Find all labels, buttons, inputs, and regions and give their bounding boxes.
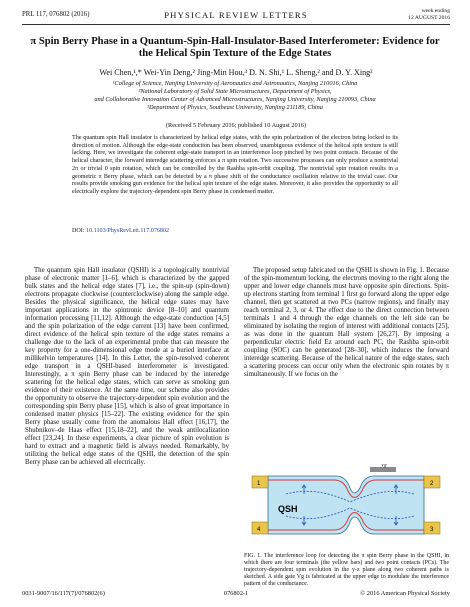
figure-1-interferometer — [246, 464, 446, 546]
header-rule — [22, 24, 450, 25]
received-dates: (Received 5 February 2016; published 10 August 2016) — [165, 122, 307, 129]
copyright: © 2016 American Physical Society — [360, 590, 450, 597]
journal-name: PHYSICAL REVIEW LETTERS — [164, 10, 308, 20]
gate-label: Vg — [381, 464, 387, 469]
abstract: The quantum spin Hall insulator is characterized by helical edge states, with the spin polarization of the electron being locked to its direction of motion. Although the edge-state conduction has been observed, unambiguous evidence of the helical spin texture is still lacking. Here, we investigate the coherent edge-state transport in an interference loop pinched by two point contacts. Because of the helical character, the forward interedge scattering enforces a π spin rotation. Two successive processes can only produce a nontrivial 2π or trivial 0 spin rotation, which can be controlled by the Rashba spin-orbit coupling. The nontrivial spin rotation results in a geometric π Berry phase, which can be detected by a π phase shift of the conductance oscillation relative to the trivial case. Our results provide smoking gun evidence for the helical spin texture of the edge states. Moreover, it also provides the opportunity to all electrically explore the trajectory-dependent spin Berry phase in condensed matter. — [72, 135, 398, 196]
figure-1-caption: FIG. 1. The interference loop for detecting the π spin Berry phase in the QSHI, in which there are four terminals (the yellow bars) and two point contacts (PCs). The trajectory-dependent spin evolution in the y-z plane along two coherent paths is sketched. A side gate Vg is fabricated at the upper edge to modulate the interference pattern of the conductance. — [244, 553, 449, 587]
issn-code: 0031-9007/16/117(7)/076802(6) — [22, 590, 105, 597]
terminal-4-label: 4 — [257, 527, 261, 533]
article-title: π Spin Berry Phase in a Quantum-Spin-Hall-Insulator-Based Interferometer: Evidence for the Helical Spin Texture of the Edge States — [30, 36, 440, 60]
body-column-left: The quantum spin Hall insulator (QSHI) is a topologically nontrivial phase of electronic matter [1–6], which is characterized by the gapped bulk states and the helical edge states [7], i.e., the spin-up (spin-down) electrons propagate clockwise (counterclockwise) along the sample edge. Besides the physical significance, the helical edge states may have important applications in the spintronic device [8–10] and quantum information processing [11,12]. Although the edge-state conduction [4,5] and the spin polarization of the edge current [13] have been confirmed, direct evidence of the helical spin texture of the edge states remains a challenge due to the lack of an experimental probe that can measure the key property for a one-dimensional edge mode at a buried interface at millikelvin temperatures [14]. In this Letter, the spin-resolved coherent edge transport in a QSHI-based interferometer is investigated. Interestingly, a π spin Berry phase can be induced by the interedge scattering for the helical edge states, which can serve as smoking gun evidence of their existence. At the same time, our scheme also provides the opportunity to observe the trajectory-dependent spin evolution and the corresponding spin Berry phase [15], which is also of great importance in condensed matter physics [15–22]. The existing evidence for the spin Berry phase usually come from the anomalous Hall effect [16,17], the Shubnikov–de Haas effect [15,18–22], and the weak antilocalization effect [23,24]. In these experiments, a clear picture of spin evolution is hard to extract and a magnetic field is always needed. Remarkably, by utilizing the helical edge states of the QSHI, the detection of the spin Berry phase can be achieved all electrically. — [25, 267, 229, 467]
running-header — [22, 5, 450, 25]
doi-line — [72, 228, 169, 234]
terminal-1-label: 1 — [257, 481, 261, 487]
page-number: 076802-1 — [223, 590, 249, 597]
issue-date — [408, 8, 450, 21]
doi-label: DOI: — [72, 228, 85, 234]
author-list: Wei Chen,¹,* Wei-Yin Deng,² Jing-Min Hou,³ D. N. Shi,¹ L. Sheng,² and D. Y. Xing² — [99, 68, 373, 77]
terminal-2-label: 2 — [430, 481, 434, 487]
issue-date-value: 12 AUGUST 2016 — [408, 14, 450, 21]
week-ending-label: week ending — [421, 8, 450, 14]
affiliation-3: ³Department of Physics, Southeast University, Nanjing 211189, China — [147, 104, 323, 111]
affiliation-2: ²National Laboratory of Solid State Microstructures, Department of Physics, — [138, 88, 332, 95]
terminal-3-label: 3 — [430, 527, 434, 533]
body-column-right: The proposed setup fabricated on the QSHI is shown in Fig. 1. Because of the spin-momentum locking, the electrons moving to the right along the upper and lower edge channels must have opposite spin directions. Spin-up electrons starting from terminal 1 first go forward along the upper edge channel, then get scattered at two PCs (narrow regions), and finally may reach terminal 2, 3, or 4. The effect due to the direct connection between terminals 1 and 4 through the edge channels on the left side can be eliminated by isolating the region of interest with additional contacts [25], as was done in the quantum Hall system [26,27]. By imposing a perpendicular electric field Ez around each PC, the Rashba spin-orbit coupling (SOC) can be generated [28–30], which induces the forward interedge scattering. Because of the helical nature of the edge states, such a scattering process can occur only when the electronic spin rotates by π simultaneously. If we focus on the — [244, 267, 449, 379]
affiliation-2-continued: and Collaborative Innovation Center of Advanced Microstructures, Nanjing University, Nanjing 210093, China — [94, 96, 376, 103]
affiliation-1: ¹College of Science, Nanjing University of Aeronautics and Astronautics, Nanjing 210016, China — [112, 80, 358, 87]
affiliations — [40, 80, 430, 112]
qsh-label: QSH — [278, 504, 298, 514]
journal-volume: PRL 117, 076802 (2016) — [22, 11, 90, 18]
doi-link[interactable]: 10.1103/PhysRevLett.117.076802 — [86, 228, 170, 234]
